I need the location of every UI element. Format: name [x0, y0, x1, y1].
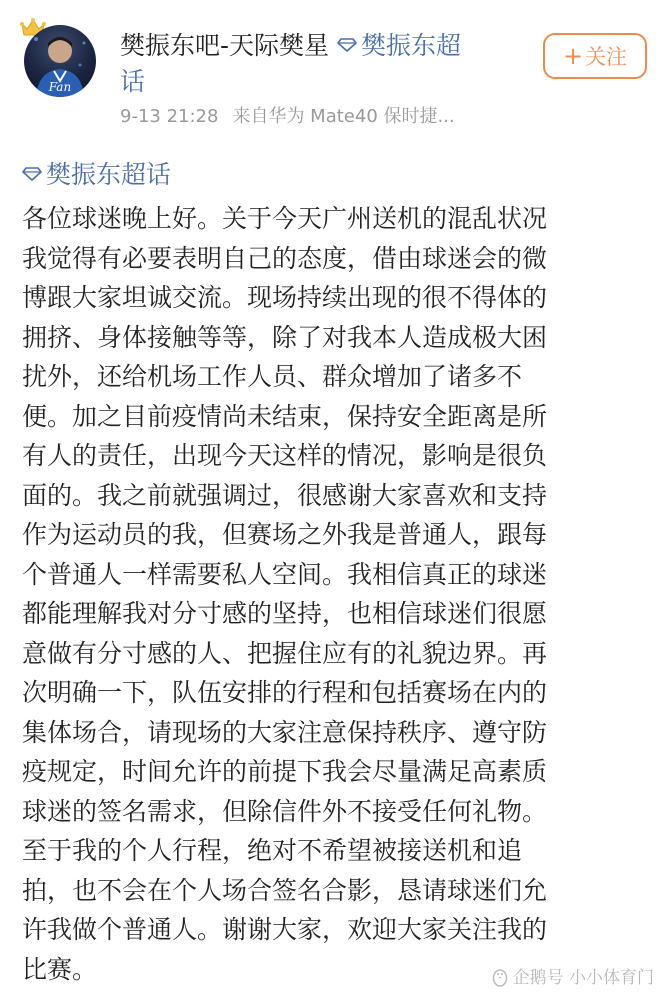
penguin-icon [491, 967, 509, 987]
post-body-line: 拍，也不会在个人场合签名合影，恳请球迷们允 [22, 875, 548, 905]
post-body-line: 集体场合，请现场的大家注意保持秩序、遵守防 [22, 717, 548, 747]
follow-button[interactable] [543, 33, 647, 79]
user-name-block[interactable] [120, 28, 520, 100]
post-body-line: 博跟大家坦诚交流。现场持续出现的很不得体的 [22, 283, 548, 312]
post-body-line: 作为运动员的我，但赛场之外我是普通人，跟每 [22, 520, 548, 549]
post-body-line: 各位球迷晚上好。关于今天广州送机的混乱状况 [22, 204, 548, 233]
post-source: 来自华为 Mate40 保时捷... [232, 106, 455, 127]
post-body-line: 拥挤、身体接触等等，除了对我本人造成极大困 [22, 322, 548, 352]
post-header [0, 0, 672, 150]
post-meta [120, 104, 455, 130]
topic-tag-label[interactable]: 樊振东超话 [46, 160, 172, 189]
diamond-topic-icon [22, 167, 42, 181]
avatar-container[interactable] [20, 17, 104, 101]
diamond-topic-icon [337, 38, 357, 52]
post-body-line: 面的。我之前就强调过，很感谢大家喜欢和支持 [22, 480, 548, 510]
post-body-line: 意做有分寸感的人、把握住应有的礼貌边界。再 [22, 638, 548, 668]
post-body-line: 有人的责任，出现今天这样的情况，影响是很负 [22, 441, 548, 470]
plus-icon: + [562, 42, 584, 70]
post-body-line: 都能理解我对分寸感的坚持，也相信球迷们很愿 [22, 599, 548, 628]
post-body-line: 扰外，还给机场工作人员、群众增加了诸多不 [22, 362, 523, 391]
post-body-line: 便。加之目前疫情尚未结束，保持安全距离是所 [22, 401, 548, 431]
post-body-line: 球迷的签名需求，但除信件外不接受任何礼物。 [22, 796, 548, 826]
post-body-line: 疫规定，时间允许的前提下我会尽量满足高素质 [22, 757, 548, 786]
watermark [491, 966, 654, 990]
topic-tag[interactable] [22, 158, 171, 192]
post-body-line: 个普通人一样需要私人空间。我相信真正的球迷 [22, 559, 548, 589]
follow-label: 关注 [585, 45, 628, 69]
header-topic-link-wrap[interactable]: 话 [120, 67, 146, 96]
post-body-line: 许我做个普通人。谢谢大家，欢迎大家关注我的 [22, 915, 548, 944]
post-body-line: 至于我的个人行程，绝对不希望被接送机和追 [22, 836, 523, 865]
avatar-label: Fan [48, 80, 72, 94]
post-body-line: 比赛。 [22, 954, 98, 984]
header-topic-link[interactable]: 樊振东超 [361, 31, 462, 60]
watermark-text: 企鹅号 小小体育门 [512, 968, 654, 988]
timestamp: 9-13 21:28 [120, 106, 219, 127]
post-body-line: 次明确一下，队伍安排的行程和包括赛场在内的 [22, 678, 548, 707]
post-body-line: 我觉得有必要表明自己的态度，借由球迷会的微 [22, 243, 548, 273]
post-body [22, 199, 652, 989]
avatar[interactable] [24, 25, 96, 97]
user-name[interactable]: 樊振东吧-天际樊星 [120, 31, 330, 60]
